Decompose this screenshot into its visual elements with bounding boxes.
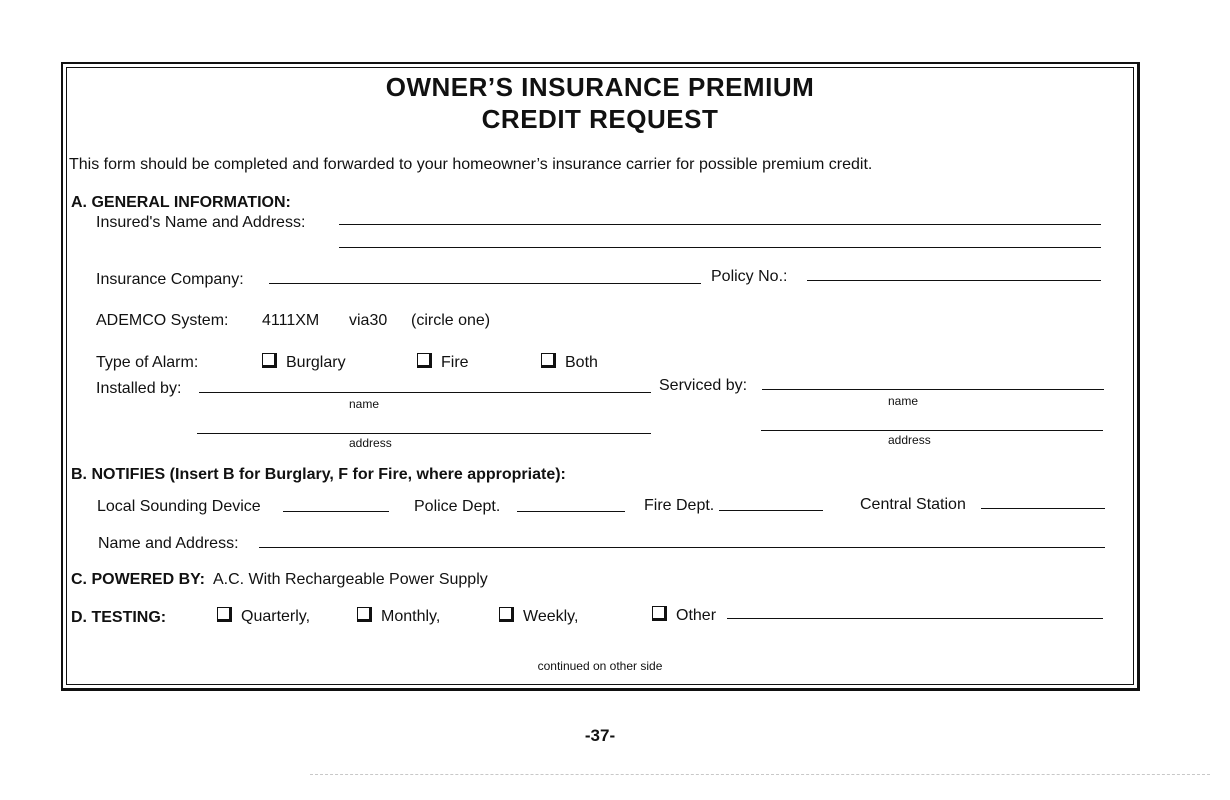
serviced-by-name-line[interactable] [762, 389, 1104, 390]
intro-text: This form should be completed and forwarded to your homeowner’s insurance carrier for possible premium credit. [69, 156, 873, 173]
testing-option-quarterly[interactable]: Quarterly, [217, 607, 310, 626]
checkbox-icon [217, 607, 232, 622]
section-b-heading: B. NOTIFIES (Insert B for Burglary, F for Fire, where appropriate): [71, 466, 566, 483]
insured-label: Insured's Name and Address: [96, 214, 306, 231]
testing-option-other[interactable]: Other [652, 606, 716, 625]
serviced-address-caption: address [888, 433, 931, 447]
form-title-line-2: CREDIT REQUEST [481, 104, 719, 134]
serviced-name-caption: name [888, 394, 919, 408]
policy-no-label: Policy No.: [711, 268, 788, 285]
serviced-by-address-line[interactable] [761, 430, 1103, 431]
installed-by-label: Installed by: [96, 380, 182, 397]
section-a-heading: A. GENERAL INFORMATION: [71, 194, 291, 211]
installed-name-caption: name [349, 397, 380, 411]
installed-by-name-line[interactable] [199, 392, 651, 393]
police-dept-line[interactable] [517, 511, 625, 512]
testing-option-weekly[interactable]: Weekly, [499, 607, 578, 626]
ademco-system-label: ADEMCO System: [96, 312, 229, 329]
page-number: -37- [584, 726, 616, 745]
local-sounding-device-label: Local Sounding Device [97, 498, 261, 515]
scan-artifact-divider [310, 774, 1210, 775]
section-d-heading: D. TESTING: [71, 609, 167, 626]
insured-name-line[interactable] [339, 224, 1101, 225]
alarm-option-both[interactable]: Both [541, 353, 598, 372]
section-c-heading: C. POWERED BY: [71, 571, 205, 588]
section-c [71, 571, 488, 589]
name-and-address-line[interactable] [259, 547, 1105, 548]
checkbox-icon [499, 607, 514, 622]
insurance-company-label: Insurance Company: [96, 271, 244, 288]
insured-address-line[interactable] [339, 247, 1101, 248]
police-dept-label: Police Dept. [414, 498, 501, 515]
form-border [61, 62, 1140, 691]
checkbox-icon [652, 606, 667, 621]
checkbox-icon [357, 607, 372, 622]
circle-one-note: (circle one) [411, 312, 491, 329]
fire-dept-line[interactable] [719, 510, 823, 511]
policy-no-line[interactable] [807, 280, 1101, 281]
installed-by-address-line[interactable] [197, 433, 651, 434]
fire-dept-label: Fire Dept. [644, 497, 715, 514]
system-option-via30[interactable]: via30 [349, 312, 388, 329]
testing-other-line[interactable] [727, 618, 1103, 619]
name-and-address-label: Name and Address: [98, 535, 239, 552]
local-sounding-device-line[interactable] [283, 511, 389, 512]
central-station-label: Central Station [860, 496, 966, 513]
checkbox-icon [262, 353, 277, 368]
alarm-option-burglary[interactable]: Burglary [262, 353, 346, 372]
serviced-by-label: Serviced by: [659, 377, 748, 394]
alarm-type-label: Type of Alarm: [96, 354, 199, 371]
system-option-4111xm[interactable]: 4111XM [262, 312, 320, 329]
power-supply-text: A.C. With Rechargeable Power Supply [212, 571, 488, 588]
alarm-option-fire[interactable]: Fire [417, 353, 469, 372]
insurance-company-line[interactable] [269, 283, 701, 284]
form-title-line-1: OWNER’S INSURANCE PREMIUM [385, 72, 815, 102]
installed-address-caption: address [349, 436, 392, 450]
checkbox-icon [541, 353, 556, 368]
continued-note: continued on other side [537, 659, 663, 673]
checkbox-icon [417, 353, 432, 368]
central-station-line[interactable] [981, 508, 1105, 509]
testing-option-monthly[interactable]: Monthly, [357, 607, 440, 626]
